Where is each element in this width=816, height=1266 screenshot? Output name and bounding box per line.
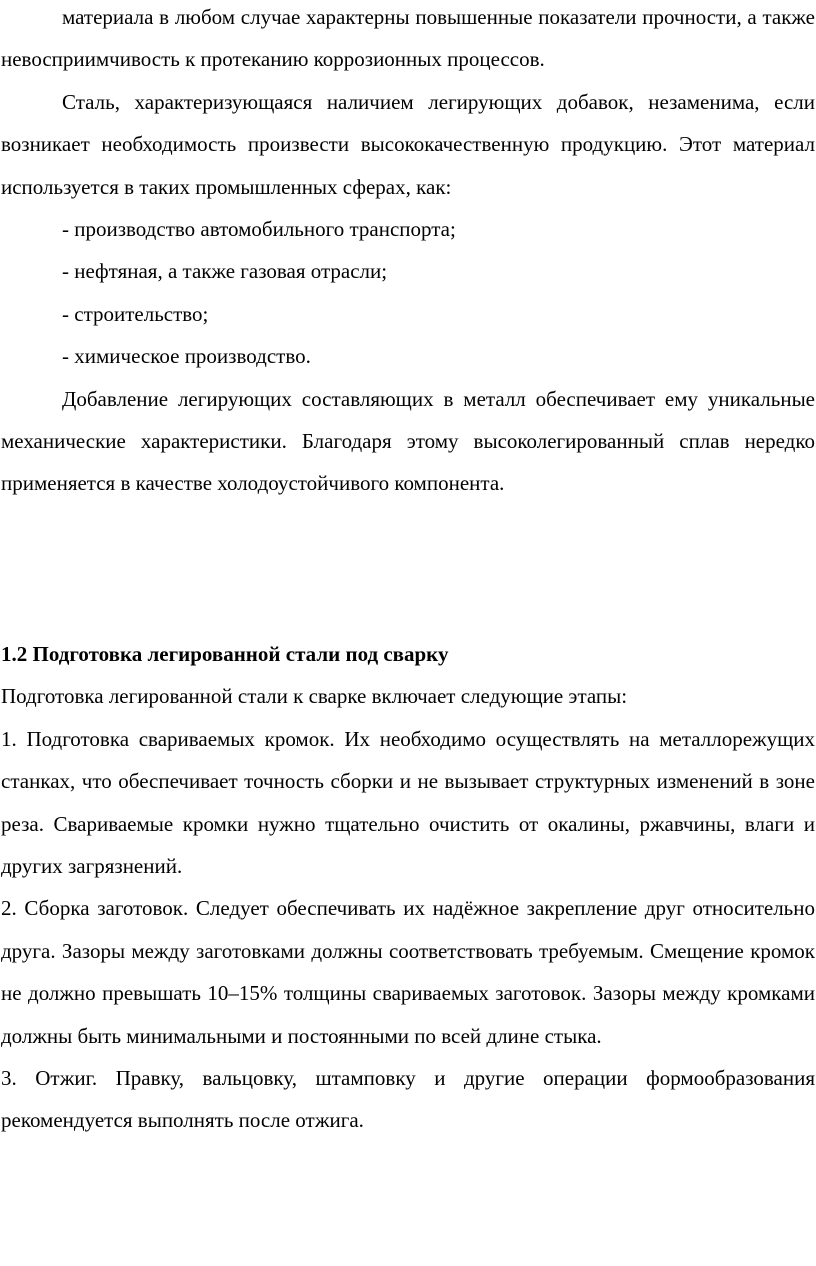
list-item: - производство автомобильного транспорта; (62, 217, 456, 242)
step-item: 2. Сборка заготовок. Следует обеспечивать их надёжное закрепление друг относительно друга. Зазоры между заготовками должны соответствовать требуемым. Смещение кромок не должно превышать 10–15% толщины свариваемых заготовок. Зазоры между кромками должны быть минимальными и постоянными по всей длине стыка. (1, 896, 815, 1048)
section-heading: 1.2 Подготовка легированной стали под сварку (1, 641, 449, 666)
list-item: - нефтяная, а также газовая отрасли; (62, 259, 388, 284)
paragraph-continuation: материала в любом случае характерны повышенные показатели прочности, а также невосприимчивость к протеканию коррозионных процессов. (1, 5, 815, 72)
list-item: - строительство; (62, 301, 209, 326)
section-intro: Подготовка легированной стали к сварке включает следующие этапы: (1, 684, 628, 709)
step-item: 1. Подготовка свариваемых кромок. Их необходимо осуществлять на металлорежущих станках, что обеспечивает точность сборки и не вызывает структурных изменений в зоне реза. Свариваемые кромки нужно тщательно очистить от окалины, ржавчины, влаги и других загрязнений. (1, 726, 815, 878)
preparation-steps (1, 718, 815, 1142)
paragraph-alloying-effect: Добавление легирующих составляющих в металл обеспечивает ему уникальные механические характеристики. Благодаря этому высоколегированный сплав нередко применяется в качестве холодоустойчивого компонента. (1, 386, 815, 496)
section-spacer (1, 505, 815, 633)
industry-list (1, 208, 815, 378)
paragraph-alloy-steel: Сталь, характеризующаяся наличием легирующих добавок, незаменима, если возникает необходимость произвести высококачественную продукцию. Этот материал используется в таких промышленных сферах, как: (1, 89, 815, 199)
step-item: 3. Отжиг. Правку, вальцовку, штамповку и другие операции формообразования рекомендуется выполнять после отжига. (1, 1065, 815, 1133)
list-item: - химическое производство. (62, 344, 311, 369)
